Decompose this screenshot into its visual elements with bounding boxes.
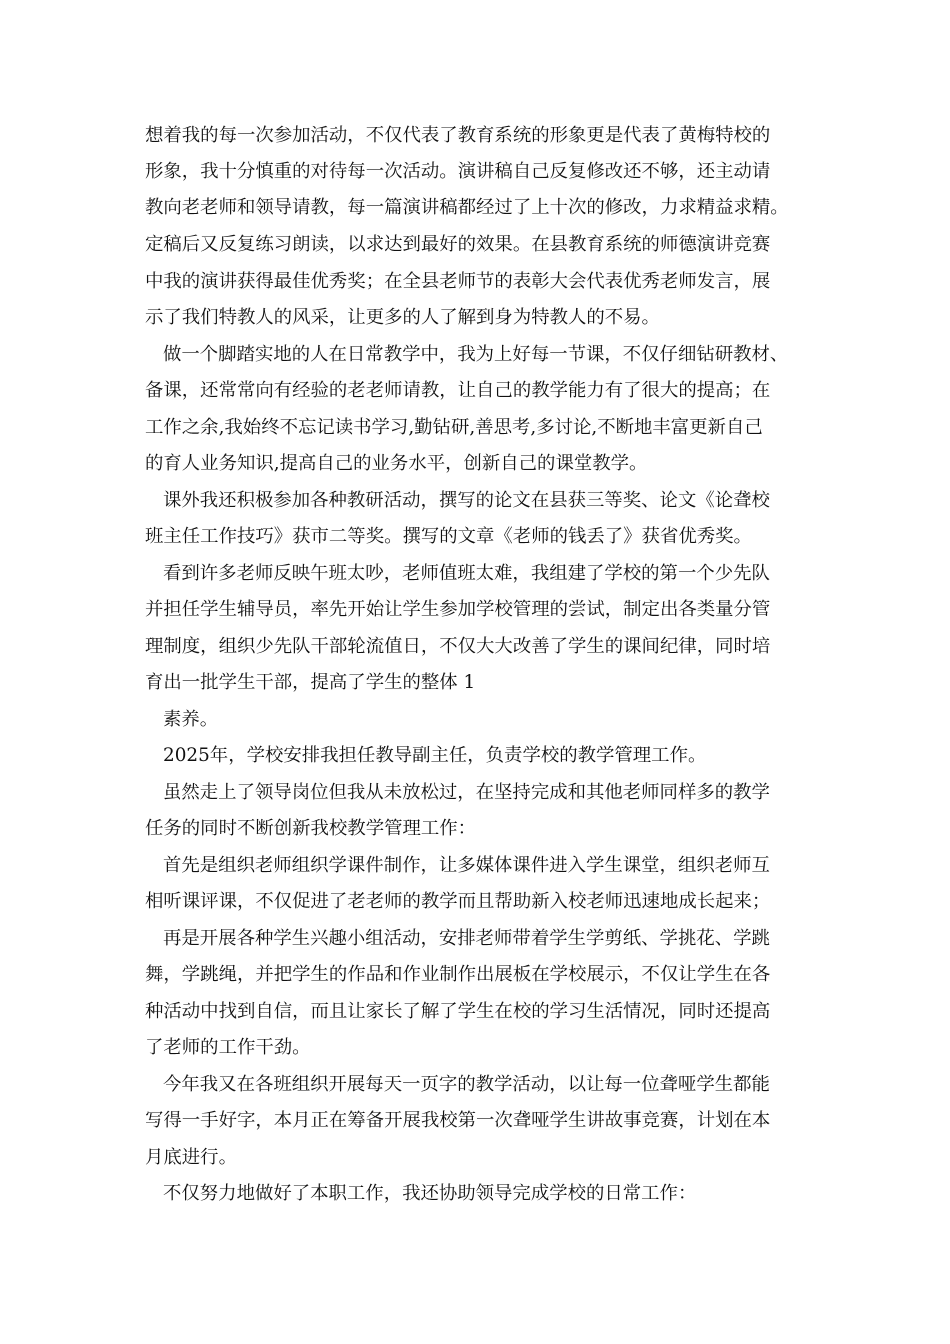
text-line: 写得一手好字，本月正在筹备开展我校第一次聋哑学生讲故事竞赛，计划在本 xyxy=(145,1110,771,1131)
text-line: 育出一批学生干部，提高了学生的整体 1 xyxy=(145,672,476,693)
paragraph-start-line: 课外我还积极参加各种教研活动，撰写的论文在县获三等奖、论文《论聋校 xyxy=(163,490,770,511)
text-line: 示了我们特教人的风采，让更多的人了解到身为特教人的不易。 xyxy=(145,307,660,328)
paragraph-start-line: 素养。 xyxy=(163,709,219,730)
paragraph-start-line: 首先是组织老师组织学课件制作，让多媒体课件进入学生课堂，组织老师互 xyxy=(163,855,770,876)
text-line: 相听课评课，不仅促进了老老师的教学而且帮助新入校老师迅速地成长起来； xyxy=(145,891,771,912)
paragraph-start-line: 2025年，学校安排我担任教导副主任，负责学校的教学管理工作。 xyxy=(163,745,707,766)
text-line: 备课，还常常向有经验的老老师请教，让自己的教学能力有了很大的提高；在 xyxy=(145,380,771,401)
text-line: 想着我的每一次参加活动，不仅代表了教育系统的形象更是代表了黄梅特校的 xyxy=(145,125,771,146)
text-line: 定稿后又反复练习朗读，以求达到最好的效果。在县教育系统的师德演讲竞赛 xyxy=(145,234,771,255)
text-line: 种活动中找到自信，而且让家长了解了学生在校的学习生活情况，同时还提高 xyxy=(145,1001,771,1022)
paragraph-start-line: 做一个脚踏实地的人在日常教学中，我为上好每一节课，不仅仔细钻研教材、 xyxy=(163,344,789,365)
text-line: 中我的演讲获得最佳优秀奖；在全县老师节的表彰大会代表优秀老师发言，展 xyxy=(145,271,771,292)
text-line: 月底进行。 xyxy=(145,1147,237,1168)
text-line: 形象，我十分慎重的对待每一次活动。演讲稿自己反复修改还不够，还主动请 xyxy=(145,161,771,182)
text-line: 教向老老师和领导请教，每一篇演讲稿都经过了上十次的修改，力求精益求精。 xyxy=(145,197,789,218)
text-line: 班主任工作技巧》获市二等奖。撰写的文章《老师的钱丢了》获省优秀奖。 xyxy=(145,526,752,547)
paragraph-start-line: 不仅努力地做好了本职工作，我还协助领导完成学校的日常工作： xyxy=(163,1183,697,1204)
paragraph-start-line: 虽然走上了领导岗位但我从未放松过，在坚持完成和其他老师同样多的教学 xyxy=(163,782,770,803)
text-line: 理制度，组织少先队干部轮流值日，不仅大大改善了学生的课间纪律，同时培 xyxy=(145,636,771,657)
text-line: 工作之余,我始终不忘记读书学习,勤钻研,善思考,多讨论,不断地丰富更新自己 xyxy=(145,417,763,438)
text-line: 的育人业务知识,提高自己的业务水平，创新自己的课堂教学。 xyxy=(145,453,648,474)
paragraph-start-line: 今年我又在各班组织开展每天一页字的教学活动，以让每一位聋哑学生都能 xyxy=(163,1074,770,1095)
text-line: 并担任学生辅导员，率先开始让学生参加学校管理的尝试，制定出各类量分管 xyxy=(145,599,771,620)
paragraph-start-line: 看到许多老师反映午班太吵，老师值班太难，我组建了学校的第一个少先队 xyxy=(163,563,770,584)
paragraph-start-line: 再是开展各种学生兴趣小组活动，安排老师带着学生学剪纸、学挑花、学跳 xyxy=(163,928,770,949)
text-line: 任务的同时不断创新我校教学管理工作： xyxy=(145,818,477,839)
text-line: 舞，学跳绳，并把学生的作品和作业制作出展板在学校展示，不仅让学生在各 xyxy=(145,964,771,985)
text-line: 了老师的工作干劲。 xyxy=(145,1037,311,1058)
